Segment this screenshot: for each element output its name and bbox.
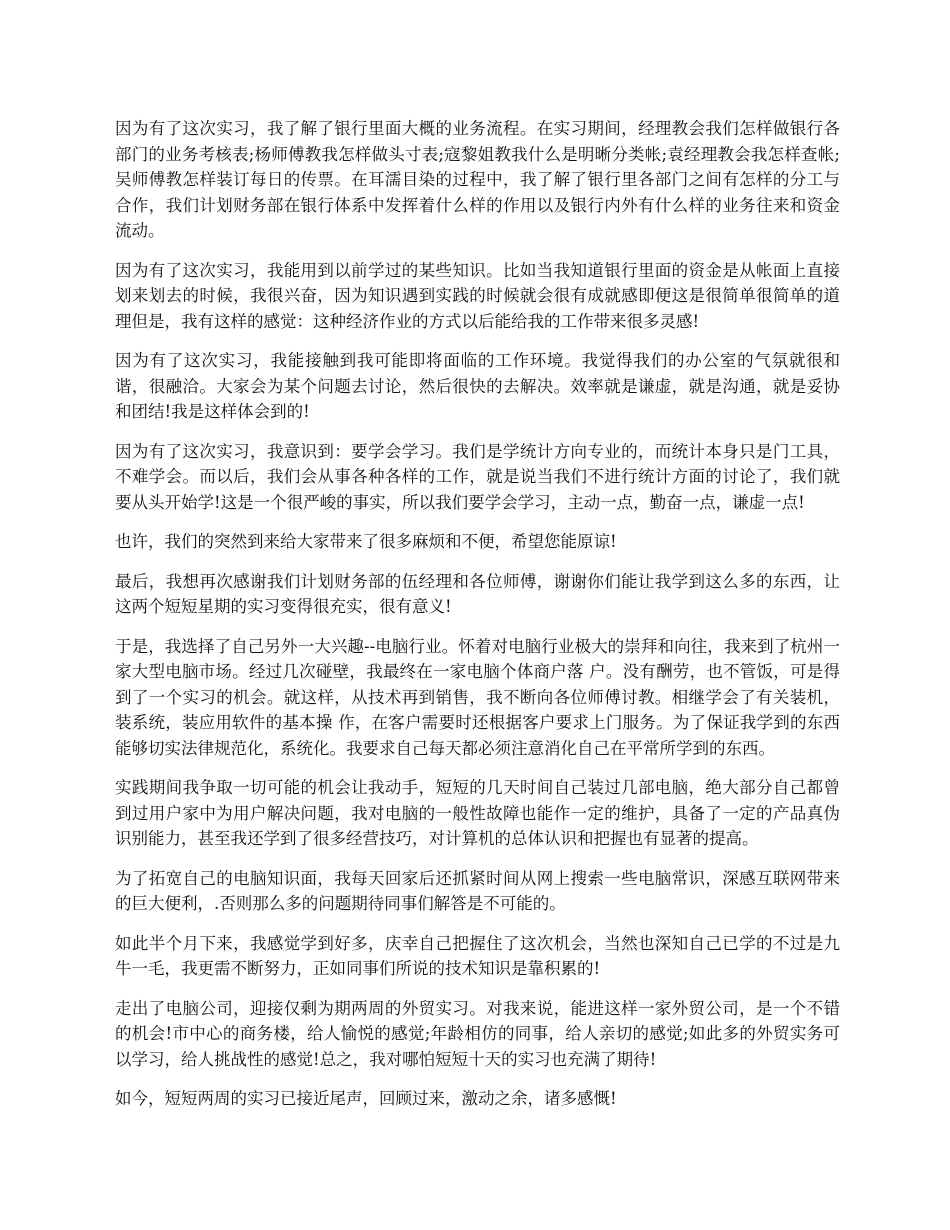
paragraph-12: 如今，短短两周的实习已接近尾声，回顾过来，激动之余，诸多感慨! bbox=[115, 1089, 617, 1108]
paragraph-9: 为了拓宽自己的电脑知识面，我每天回家后还抓紧时间从网上搜索一些电脑常识，深感互联网带来的巨大便利，.否则那么多的问题期待同事们解答是不可能的。 bbox=[115, 868, 840, 913]
paragraph-3: 因为有了这次实习，我能接触到我可能即将面临的工作环境。我觉得我们的办公室的气氛就很和谐，很融洽。大家会为某个问题去讨论，然后很快的去解决。效率就是谦虚，就是沟通，就是妥协和团结!我是这样体会到的! bbox=[115, 351, 840, 421]
paragraph-7: 于是，我选择了自己另外一大兴趣--电脑行业。怀着对电脑行业极大的崇拜和向往，我来到了杭州一家大型电脑市场。经过几次碰壁，我最终在一家电脑个体商户落 户。没有酬劳，也不管饭，可是得到了一个实习的机会。就这样，从技术再到销售，我不断向各位师傅讨教。相继学会了有关装机，装系统，装应用软件的基本操 作，在客户需要时还根据客户要求上门服务。为了保证我学到的东西能够切实法律规范化，系统化。我要求自己每天都必须注意消化自己在平常所学到的东西。 bbox=[115, 636, 840, 758]
document-body bbox=[115, 116, 840, 1126]
paragraph-6: 最后，我想再次感谢我们计划财务部的伍经理和各位师傅，谢谢你们能让我学到这么多的东西，让这两个短短星期的实习变得很充实，很有意义! bbox=[115, 571, 840, 616]
paragraph-10: 如此半个月下来，我感觉学到好多，庆幸自己把握住了这次机会，当然也深知自己已学的不过是九牛一毛，我更需不断努力，正如同事们所说的技术知识是靠积累的! bbox=[115, 933, 840, 978]
paragraph-11: 走出了电脑公司，迎接仅剩为期两周的外贸实习。对我来说，能进这样一家外贸公司，是一个不错的机会!市中心的商务楼，给人愉悦的感觉;年龄相仿的同事，给人亲切的感觉;如此多的外贸实务可以学习，给人挑战性的感觉!总之，我对哪怕短短十天的实习也充满了期待! bbox=[115, 998, 840, 1069]
paragraph-8: 实践期间我争取一切可能的机会让我动手，短短的几天时间自己装过几部电脑，绝大部分自己都曾到过用户家中为用户解决问题，我对电脑的一般性故障也能作一定的维护，具备了一定的产品真伪识别能力，甚至我还学到了很多经营技巧，对计算机的总体认识和把握也有显著的提高。 bbox=[115, 778, 840, 848]
paragraph-4: 因为有了这次实习，我意识到：要学会学习。我们是学统计方向专业的，而统计本身只是门工具，不难学会。而以后，我们会从事各种各样的工作，就是说当我们不进行统计方面的讨论了，我们就要从头开始学!这是一个很严峻的事实，所以我们要学会学习，主动一点，勤奋一点，谦虚一点! bbox=[115, 441, 840, 512]
paragraph-2: 因为有了这次实习，我能用到以前学过的某些知识。比如当我知道银行里面的资金是从帐面上直接划来划去的时候，我很兴奋，因为知识遇到实践的时候就会很有成就感即便这是很简单很简单的道理但是，我有这样的感觉：这种经济作业的方式以后能给我的工作带来很多灵感! bbox=[115, 260, 840, 331]
paragraph-5: 也许，我们的突然到来给大家带来了很多麻烦和不便，希望您能原谅! bbox=[115, 532, 617, 551]
paragraph-1: 因为有了这次实习，我了解了银行里面大概的业务流程。在实习期间，经理教会我们怎样做银行各部门的业务考核表;杨师傅教我怎样做头寸表;寇黎姐教我什么是明晰分类帐;袁经理教会我怎样查帐;吴师傅教怎样装订每日的传票。在耳濡目染的过程中，我了解了银行里各部门之间有怎样的分工与合作，我们计划财务部在银行体系中发挥着什么样的作用以及银行内外有什么样的业务往来和资金流动。 bbox=[115, 119, 840, 240]
